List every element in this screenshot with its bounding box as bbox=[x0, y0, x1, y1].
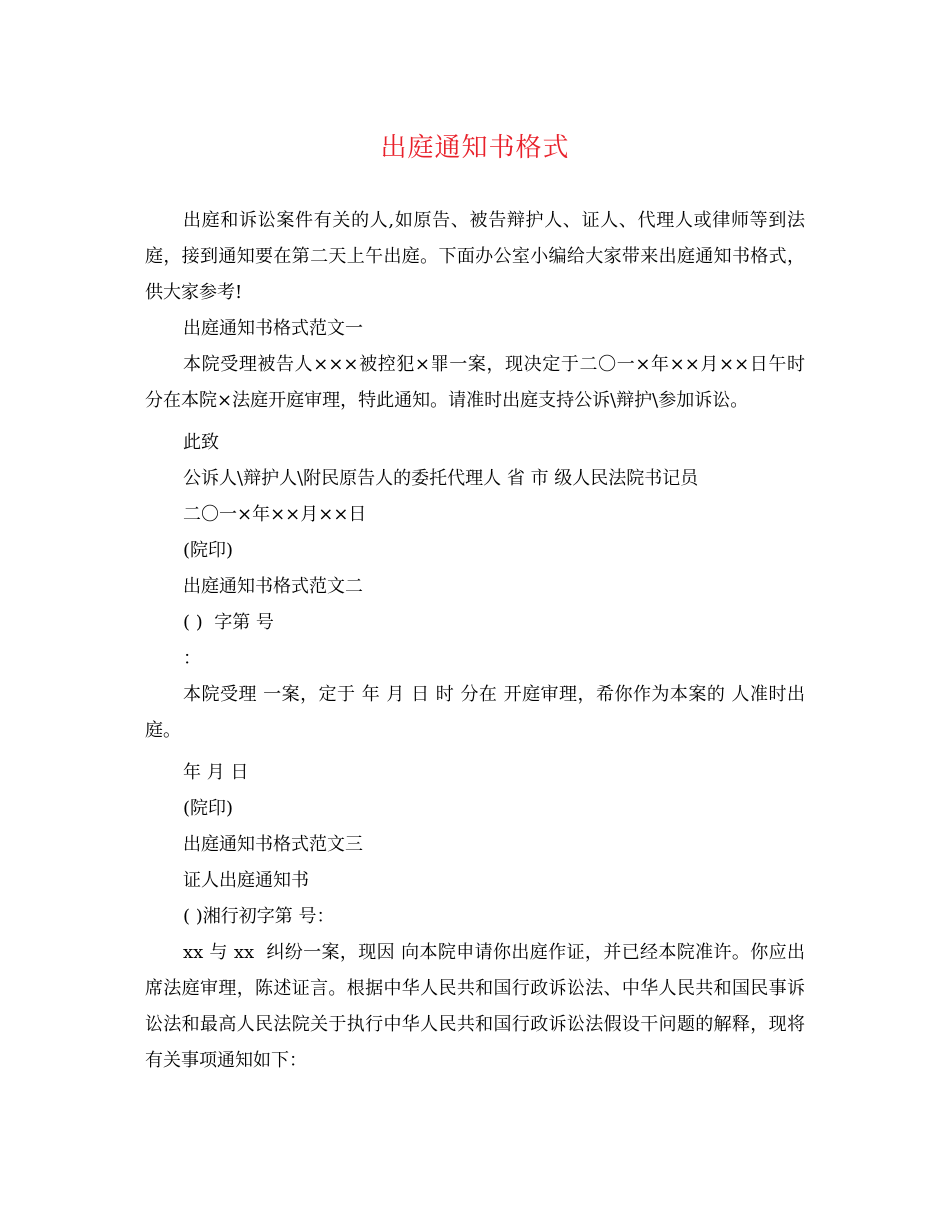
example-2-addressee: ： bbox=[183, 648, 201, 669]
example-3-body: xx 与 xx 纠纷一案，现因 向本院申请你出庭作证，并已经本院准许。你应出席法庭审理，陈述证言。根据中华人民共和国行政诉讼法、中华人民共和国民事诉讼法和最高人民法院关于执行中华人民共和国行政诉讼法假设干问题的解释，现将有关事项通知如下： bbox=[145, 942, 805, 1071]
section-heading-example-3: 出庭通知书格式范文三 bbox=[183, 834, 363, 855]
example-2-date: 年 月 日 bbox=[183, 762, 249, 783]
example-1-recipients: 公诉人\辩护人\附民原告人的委托代理人 省 市 级人民法院书记员 bbox=[183, 468, 699, 489]
example-2-seal: (院印) bbox=[183, 798, 234, 819]
section-heading-example-1: 出庭通知书格式范文一 bbox=[183, 318, 363, 339]
example-1-salutation: 此致 bbox=[183, 432, 219, 453]
example-1-date: 二〇一×年××月××日 bbox=[183, 504, 367, 525]
example-3-heading: 证人出庭通知书 bbox=[183, 870, 309, 891]
example-2-body: 本院受理 一案，定于 年 月 日 时 分在 开庭审理，希你作为本案的 人准时出庭。 bbox=[145, 684, 805, 741]
intro-paragraph: 出庭和诉讼案件有关的人,如原告、被告辩护人、证人、代理人或律师等到法庭，接到通知要在第二天上午出庭。下面办公室小编给大家带来出庭通知书格式，供大家参考! bbox=[145, 210, 805, 303]
example-2-reference-number: ( ) 字第 号 bbox=[183, 612, 274, 633]
section-heading-example-2: 出庭通知书格式范文二 bbox=[183, 576, 363, 597]
example-3-reference-number: ( )湘行初字第 号： bbox=[183, 906, 335, 927]
document-title: 出庭通知书格式 bbox=[380, 133, 570, 163]
document-body bbox=[145, 203, 811, 1079]
example-1-seal: (院印) bbox=[183, 540, 234, 561]
example-1-body: 本院受理被告人×××被控犯×罪一案，现决定于二〇一×年××月××日午时 分在本院×法庭开庭审理，特此通知。请准时出庭支持公诉\辩护\参加诉讼。 bbox=[145, 354, 811, 411]
